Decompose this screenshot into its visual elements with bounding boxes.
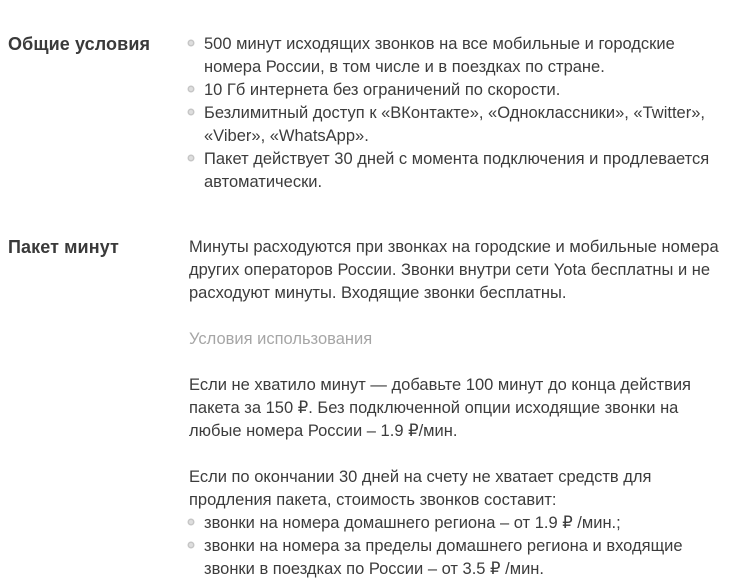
minutes-package-content bbox=[189, 236, 735, 581]
section-minutes-package bbox=[8, 236, 735, 581]
minutes-usage-paragraph: Минуты расходуются при звонках на городские и мобильные номера других операторов России. Звонки внутри сети Yota бесплатны и не расходуют минуты. Входящие звонки бесплатны. bbox=[189, 238, 719, 302]
list-item-home-region-rate: звонки на номера домашнего региона – от 1.9 ₽ /мин.; bbox=[189, 512, 735, 535]
usage-terms-subheading: Условия использования bbox=[189, 330, 373, 348]
list-item-unlimited-apps: Безлимитный доступ к «ВКонтакте», «Одноклассники», «Twitter», «Viber», «WhatsApp». bbox=[189, 102, 735, 148]
list-item-other-region-rate: звонки на номера за пределы домашнего региона и входящие звонки в поездках по России – от 3.5 ₽ /мин. bbox=[189, 535, 735, 581]
call-rates-list bbox=[189, 512, 735, 581]
insufficient-funds-paragraph: Если по окончании 30 дней на счету не хватает средств для продления пакета, стоимость звонков составит: bbox=[189, 468, 652, 509]
general-conditions-list bbox=[189, 33, 735, 194]
general-conditions-content bbox=[189, 33, 735, 194]
section-general-conditions bbox=[8, 33, 735, 194]
section-title-minutes-package: Пакет минут bbox=[8, 237, 119, 257]
list-item-package-duration: Пакет действует 30 дней с момента подключения и продлевается автоматически. bbox=[189, 148, 735, 194]
section-title-general-conditions: Общие условия bbox=[8, 34, 151, 54]
add-minutes-paragraph: Если не хватило минут — добавьте 100 минут до конца действия пакета за 150 ₽. Без подключенной опции исходящие звонки на любые номера России – 1.9 ₽/мин. bbox=[189, 376, 691, 440]
list-item-minutes-included: 500 минут исходящих звонков на все мобильные и городские номера России, в том числе и в поездках по стране. bbox=[189, 33, 735, 79]
list-item-internet-included: 10 Гб интернета без ограничений по скорости. bbox=[189, 79, 735, 102]
